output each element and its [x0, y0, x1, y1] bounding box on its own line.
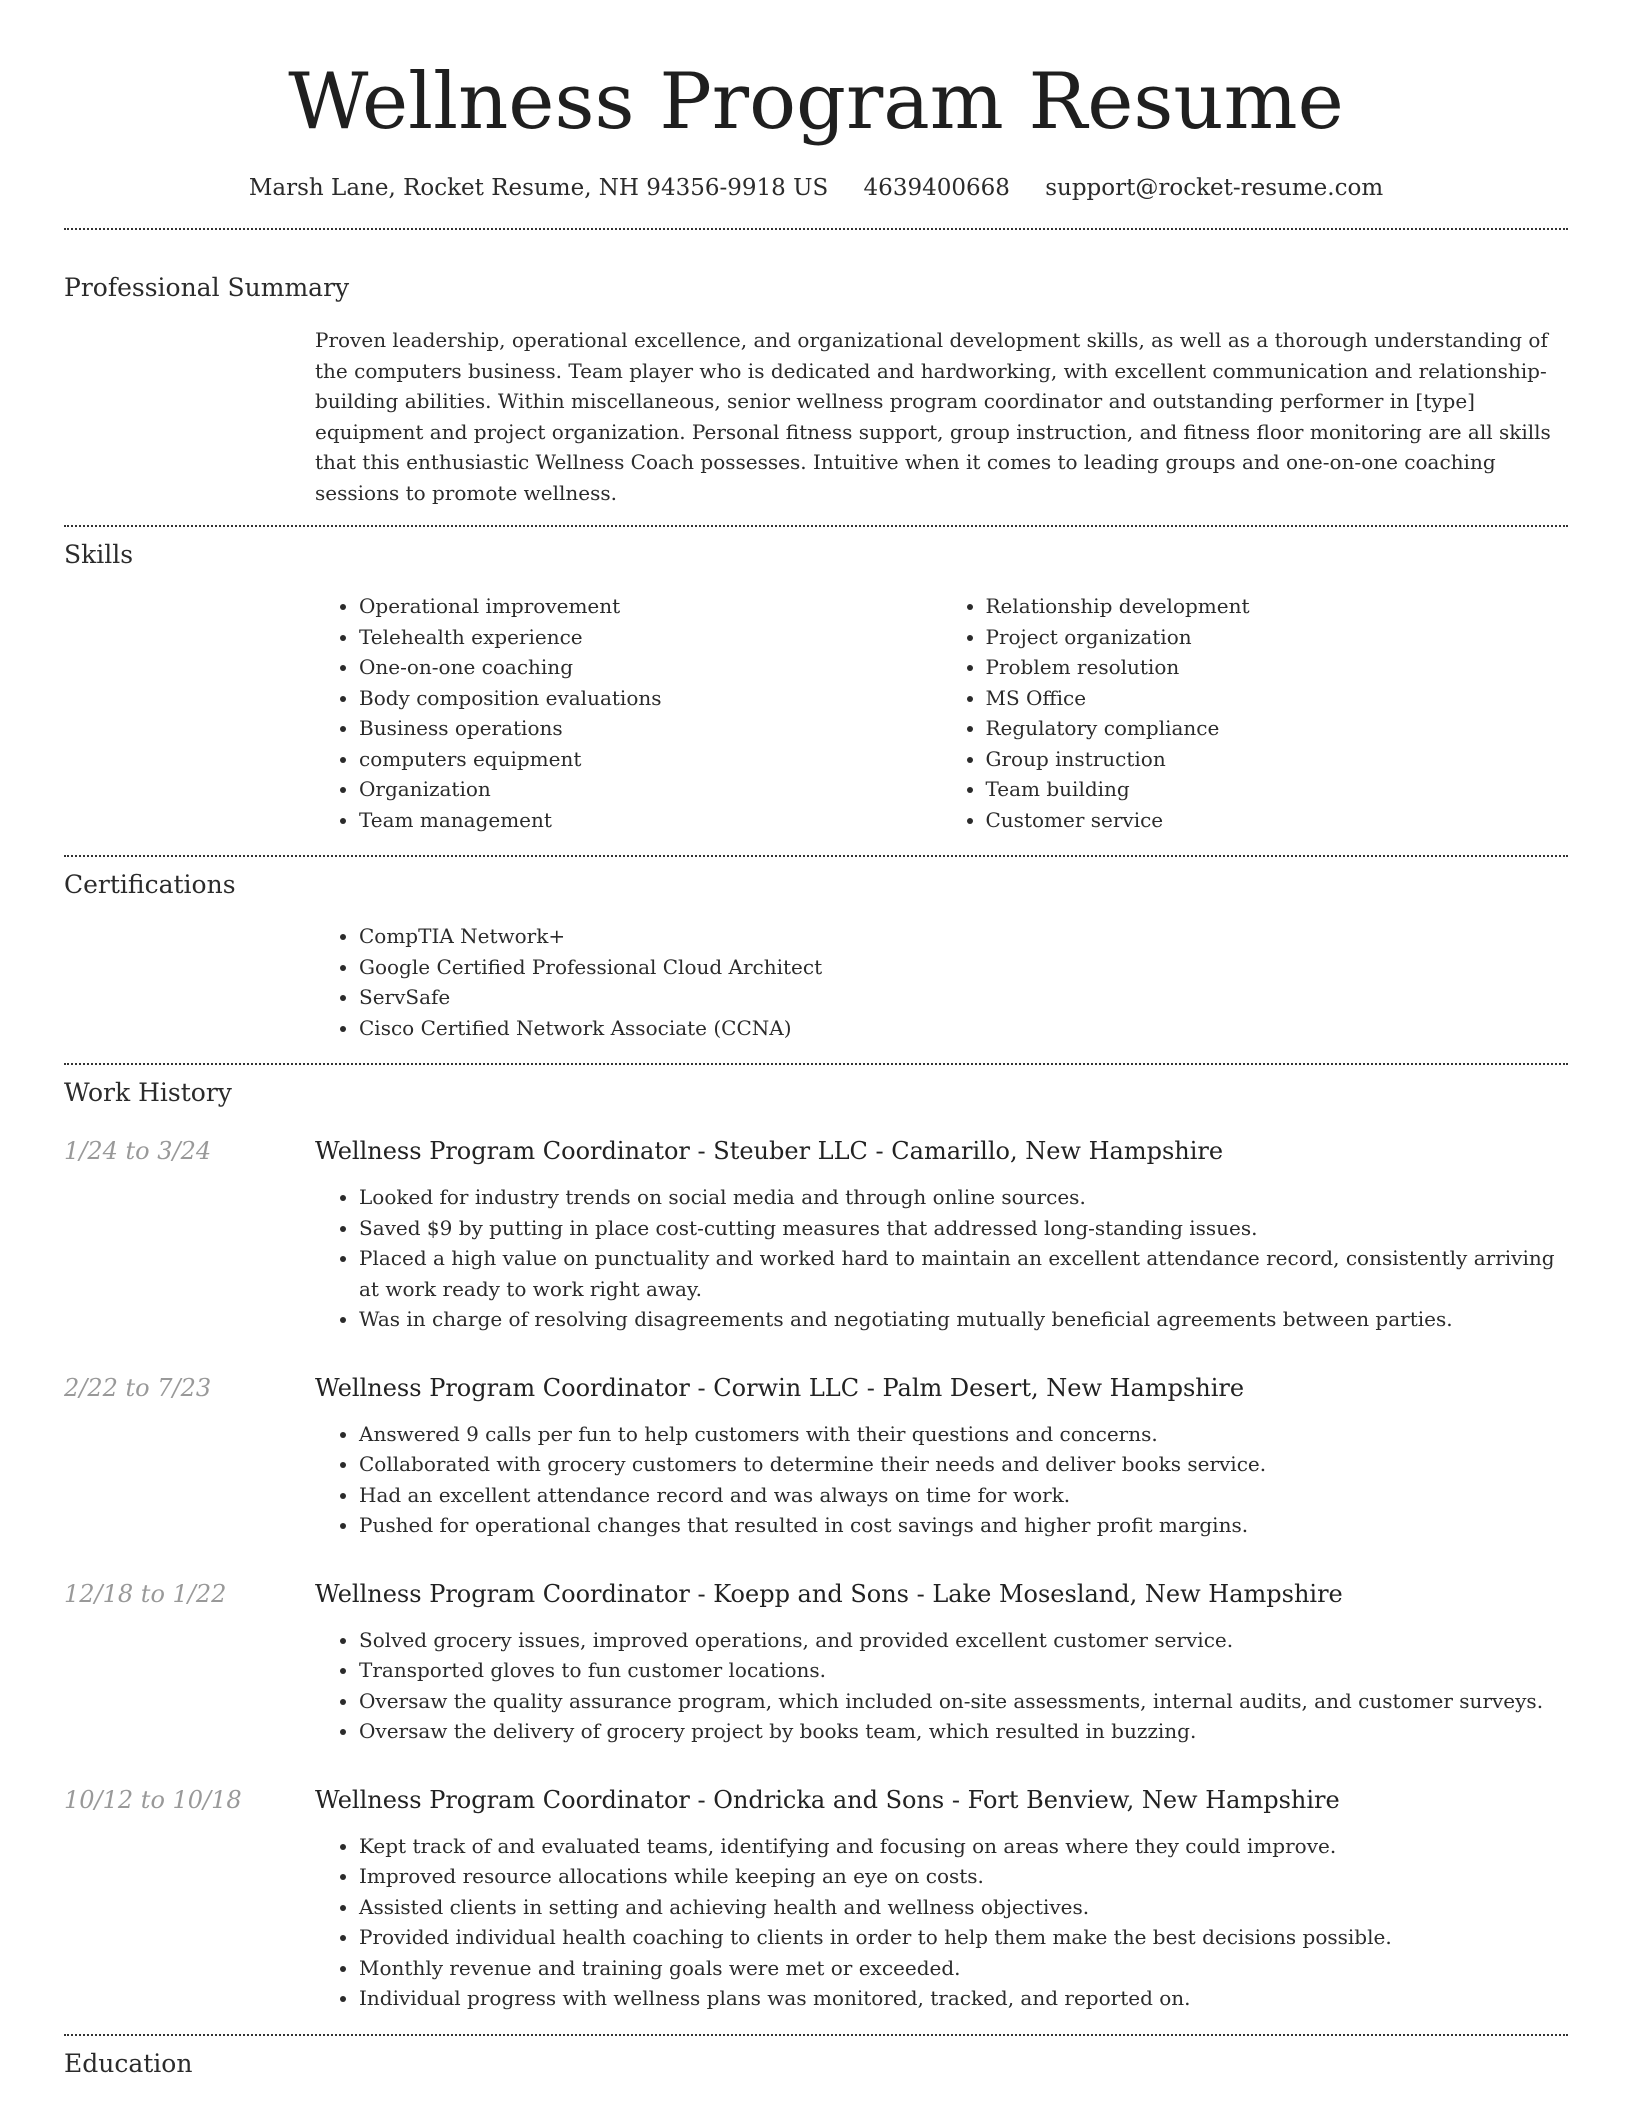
job-title: Wellness Program Coordinator - Ondricka and Sons - Fort Benview, New Hampshire: [315, 1785, 1340, 1814]
skill-item: • Project organization: [986, 622, 1569, 653]
job-bullet: • Was in charge of resolving disagreements and negotiating mutually beneficial agreements between parties.: [359, 1304, 1568, 1335]
certification-item: • CompTIA Network+: [359, 921, 1568, 952]
skill-item: • Group instruction: [986, 744, 1569, 775]
job-bullet: • Oversaw the delivery of grocery project by books team, which resulted in buzzing.: [359, 1716, 1568, 1747]
job-dates: 10/12 to 10/18: [64, 1785, 242, 1814]
work-history-heading: Work History: [64, 1078, 232, 1107]
job-title: Wellness Program Coordinator - Koepp and Sons - Lake Mosesland, New Hampshire: [315, 1579, 1343, 1608]
education-heading: Education: [64, 2048, 193, 2078]
skill-item: • Customer service: [986, 805, 1569, 836]
divider-certifications: [64, 1063, 1568, 1065]
skill-item: • Telehealth experience: [359, 622, 942, 653]
job-entry: [64, 1577, 1568, 1747]
job-bullet: • Provided individual health coaching to clients in order to help them make the best decisions possible.: [359, 1922, 1568, 1953]
job-dates: 1/24 to 3/24: [64, 1137, 212, 1165]
job-bullet: • Oversaw the quality assurance program, which included on-site assessments, internal audits, and customer surveys.: [359, 1686, 1568, 1717]
skill-item: • Operational improvement: [359, 591, 942, 622]
job-bullet: • Solved grocery issues, improved operations, and provided excellent customer service.: [359, 1625, 1568, 1656]
skill-item: • computers equipment: [359, 744, 942, 775]
skill-item: • Business operations: [359, 713, 942, 744]
divider-work-history: [64, 2034, 1568, 2036]
job-bullet: • Assisted clients in setting and achieving health and wellness objectives.: [359, 1892, 1568, 1923]
job-dates: 12/18 to 1/22: [64, 1579, 227, 1608]
contact-line: [64, 172, 1568, 204]
divider-skills: [64, 855, 1568, 857]
job-title: Wellness Program Coordinator - Steuber LLC - Camarillo, New Hampshire: [315, 1137, 1224, 1165]
job-bullet: • Transported gloves to fun customer locations.: [359, 1655, 1568, 1686]
job-bullet: • Collaborated with grocery customers to determine their needs and deliver books service.: [359, 1449, 1568, 1480]
skill-item: • MS Office: [986, 683, 1569, 714]
skill-item: • Regulatory compliance: [986, 713, 1569, 744]
divider-header: [64, 228, 1568, 230]
skill-item: • One-on-one coaching: [359, 652, 942, 683]
job-bullet: • Kept track of and evaluated teams, identifying and focusing on areas where they could improve.: [359, 1831, 1568, 1862]
skill-item: • Problem resolution: [986, 652, 1569, 683]
skill-item: • Team management: [359, 805, 942, 836]
contact-phone: 4639400668: [863, 175, 1010, 201]
skills-heading: Skills: [64, 540, 134, 569]
job-bullet: • Answered 9 calls per fun to help customers with their questions and concerns.: [359, 1419, 1568, 1450]
certification-item: • Google Certified Professional Cloud Architect: [359, 952, 1568, 983]
skills-list: [315, 591, 1568, 835]
job-title: Wellness Program Coordinator - Corwin LLC - Palm Desert, New Hampshire: [315, 1373, 1245, 1402]
contact-address: Marsh Lane, Rocket Resume, NH 94356-9918 US: [248, 175, 829, 201]
job-bullet: • Placed a high value on punctuality and worked hard to maintain an excellent attendance record, consistently arriving at work ready to work right away.: [359, 1243, 1568, 1304]
resume-page: [64, 0, 1568, 2081]
skills-column-right: [942, 591, 1569, 835]
skill-item: • Team building: [986, 774, 1569, 805]
job-entry: [64, 1134, 1568, 1335]
certification-item: • Cisco Certified Network Associate (CCNA): [359, 1013, 1568, 1044]
job-bullet: • Improved resource allocations while keeping an eye on costs.: [359, 1861, 1568, 1892]
job-entry: [64, 1783, 1568, 2014]
job-bullet: • Monthly revenue and training goals were met or exceeded.: [359, 1953, 1568, 1984]
job-bullet: • Looked for industry trends on social media and through online sources.: [359, 1182, 1568, 1213]
resume-title: Wellness Program Resume: [288, 57, 1344, 147]
certifications-list: [315, 921, 1568, 1043]
job-bullet: • Pushed for operational changes that resulted in cost savings and higher profit margins.: [359, 1510, 1568, 1541]
job-dates: 2/22 to 7/23: [64, 1373, 212, 1402]
skill-item: • Body composition evaluations: [359, 683, 942, 714]
contact-email: support@rocket-resume.com: [1045, 175, 1384, 201]
skill-item: • Organization: [359, 774, 942, 805]
summary-text: Proven leadership, operational excellence, and organizational development skills, as well as a thorough understanding of the computers business. Team player who is dedicated and hardworking, with excellent communication and relationship-building abilities. Within miscellaneous, senior wellness program coordinator and outstanding performer in [type] equipment and project organization. Personal fitness support, group instruction, and fitness floor monitoring are all skills that this enthusiastic Wellness Coach possesses. Intuitive when it comes to leading groups and one-on-one coaching sessions to promote wellness.: [315, 328, 1551, 505]
certifications-heading: Certifications: [64, 870, 236, 899]
divider-summary: [64, 525, 1568, 527]
job-bullet: • Had an excellent attendance record and was always on time for work.: [359, 1480, 1568, 1511]
skill-item: • Relationship development: [986, 591, 1569, 622]
job-entry: [64, 1371, 1568, 1541]
summary-heading: Professional Summary: [64, 273, 350, 302]
job-bullet: • Individual progress with wellness plans was monitored, tracked, and reported on.: [359, 1983, 1568, 2014]
job-bullet: • Saved $9 by putting in place cost-cutting measures that addressed long-standing issues.: [359, 1213, 1568, 1244]
certification-item: • ServSafe: [359, 982, 1568, 1013]
skills-column-left: [315, 591, 942, 835]
